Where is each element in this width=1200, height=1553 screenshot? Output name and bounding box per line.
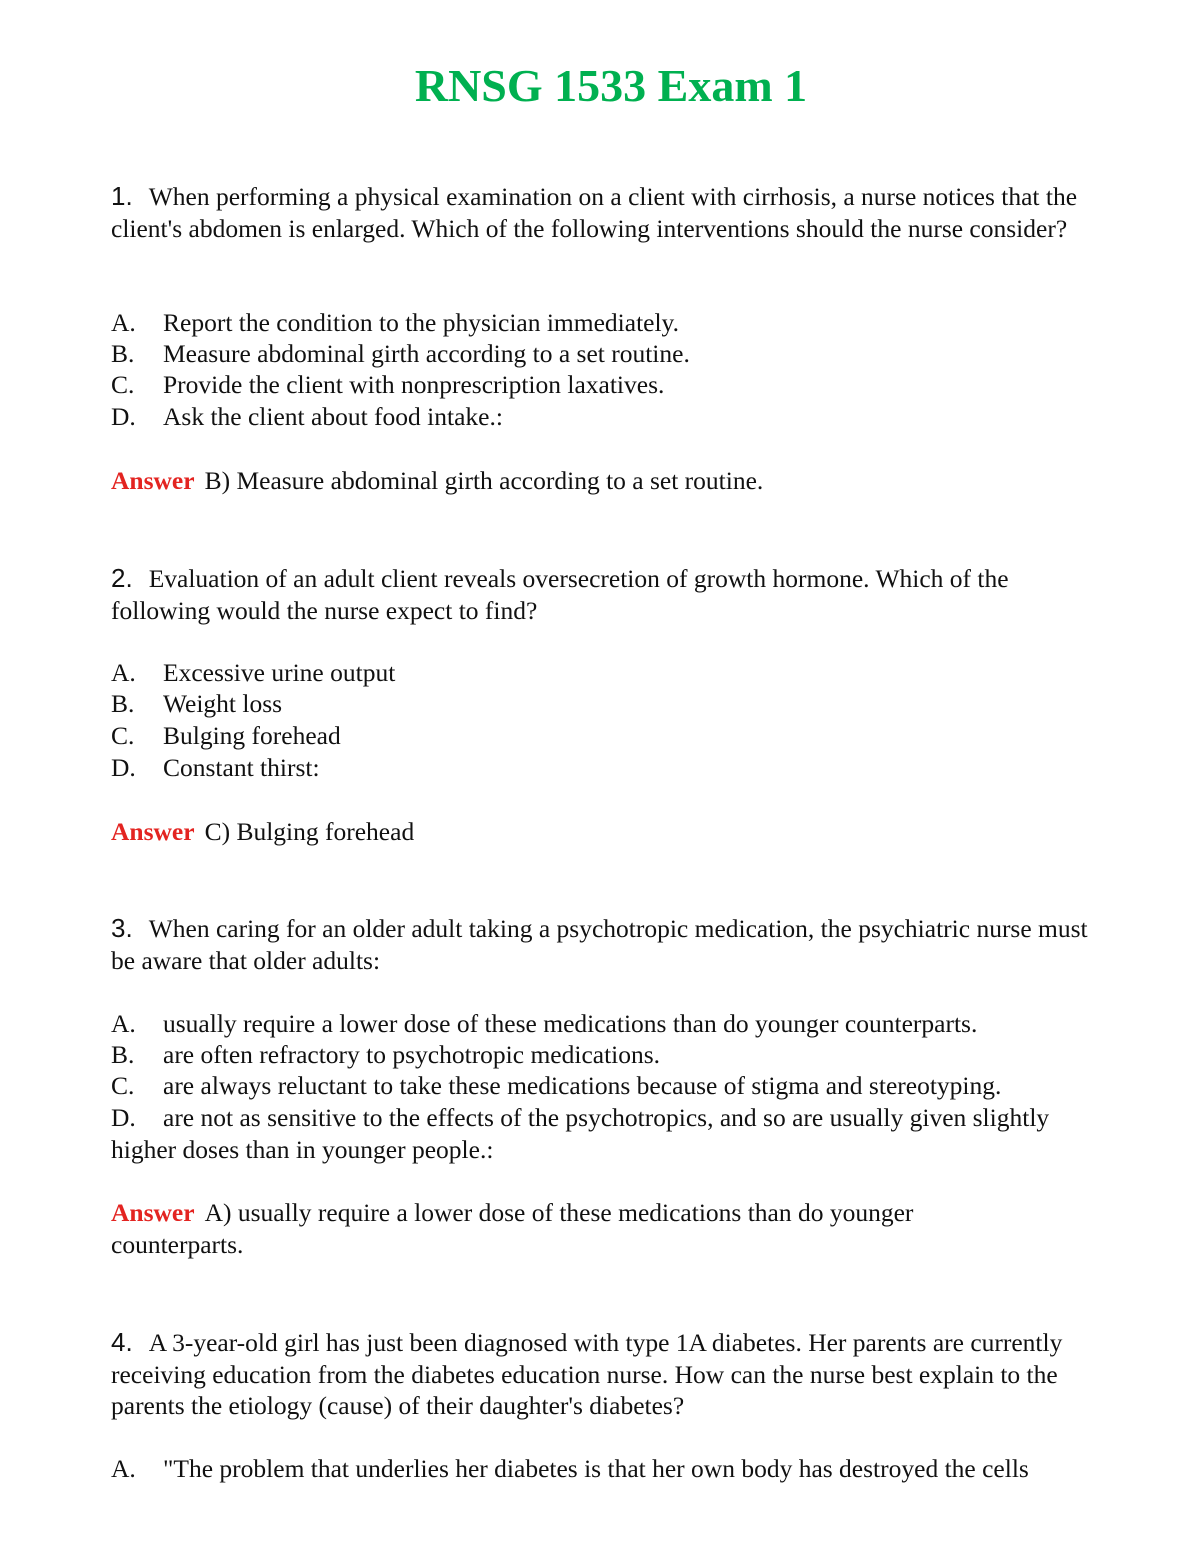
question-text: When caring for an older adult taking a psychotropic medication, the psychiatric nurse must be aware that older adults: — [111, 914, 1088, 975]
option-1d: D. Ask the client about food intake.: — [111, 402, 503, 431]
question-number: 3. — [111, 913, 133, 943]
answer-text: C) Bulging forehead — [204, 817, 415, 846]
question-number: 4. — [111, 1327, 133, 1357]
option-2d: D. Constant thirst: — [111, 753, 320, 782]
option-4a: A. "The problem that underlies her diabetes is that her own body has destroyed the cells — [111, 1454, 1029, 1483]
answer-label: Answer — [111, 817, 195, 846]
option-3b: B. are often refractory to psychotropic medications. — [111, 1040, 661, 1069]
question-1 — [111, 181, 1111, 244]
option-3c: C. are always reluctant to take these medications because of stigma and stereotyping. — [111, 1071, 1002, 1100]
page-title: RNSG 1533 Exam 1 — [414, 60, 808, 111]
question-2 — [111, 563, 1111, 626]
answer-2 — [111, 816, 1011, 848]
answer-text: B) Measure abdominal girth according to a set routine. — [204, 466, 764, 495]
option-1c: C. Provide the client with nonprescription laxatives. — [111, 370, 665, 399]
question-3 — [111, 913, 1111, 976]
answer-3 — [111, 1197, 991, 1260]
option-1a: A. Report the condition to the physician immediately. — [111, 308, 680, 337]
answer-1 — [111, 465, 1011, 497]
question-number: 2. — [111, 563, 133, 593]
answer-label: Answer — [111, 1198, 195, 1227]
question-number: 1. — [111, 181, 133, 211]
question-text: When performing a physical examination on a client with cirrhosis, a nurse notices that the client's abdomen is enlarged. Which of the following interventions should the nurse consider? — [111, 182, 1078, 243]
question-text: Evaluation of an adult client reveals oversecretion of growth hormone. Which of the following would the nurse expect to find? — [111, 564, 1009, 625]
option-1b: B. Measure abdominal girth according to a set routine. — [111, 339, 690, 368]
option-2b: B. Weight loss — [111, 689, 283, 718]
option-3d: D. are not as sensitive to the effects of the psychotropics, and so are usually given slightly higher doses than in younger people.: — [111, 1103, 1050, 1164]
question-text: A 3-year-old girl has just been diagnosed with type 1A diabetes. Her parents are currently receiving education from the diabetes education nurse. How can the nurse best explain to the parents the etiology (cause) of their daughter's diabetes? — [111, 1328, 1063, 1420]
answer-label: Answer — [111, 466, 195, 495]
question-4 — [111, 1327, 1111, 1422]
option-3a: A. usually require a lower dose of these medications than do younger counterparts. — [111, 1009, 978, 1038]
answer-text: A) usually require a lower dose of these medications than do younger counterparts. — [111, 1198, 914, 1259]
option-2c: C. Bulging forehead — [111, 721, 341, 750]
option-2a: A. Excessive urine output — [111, 658, 396, 687]
